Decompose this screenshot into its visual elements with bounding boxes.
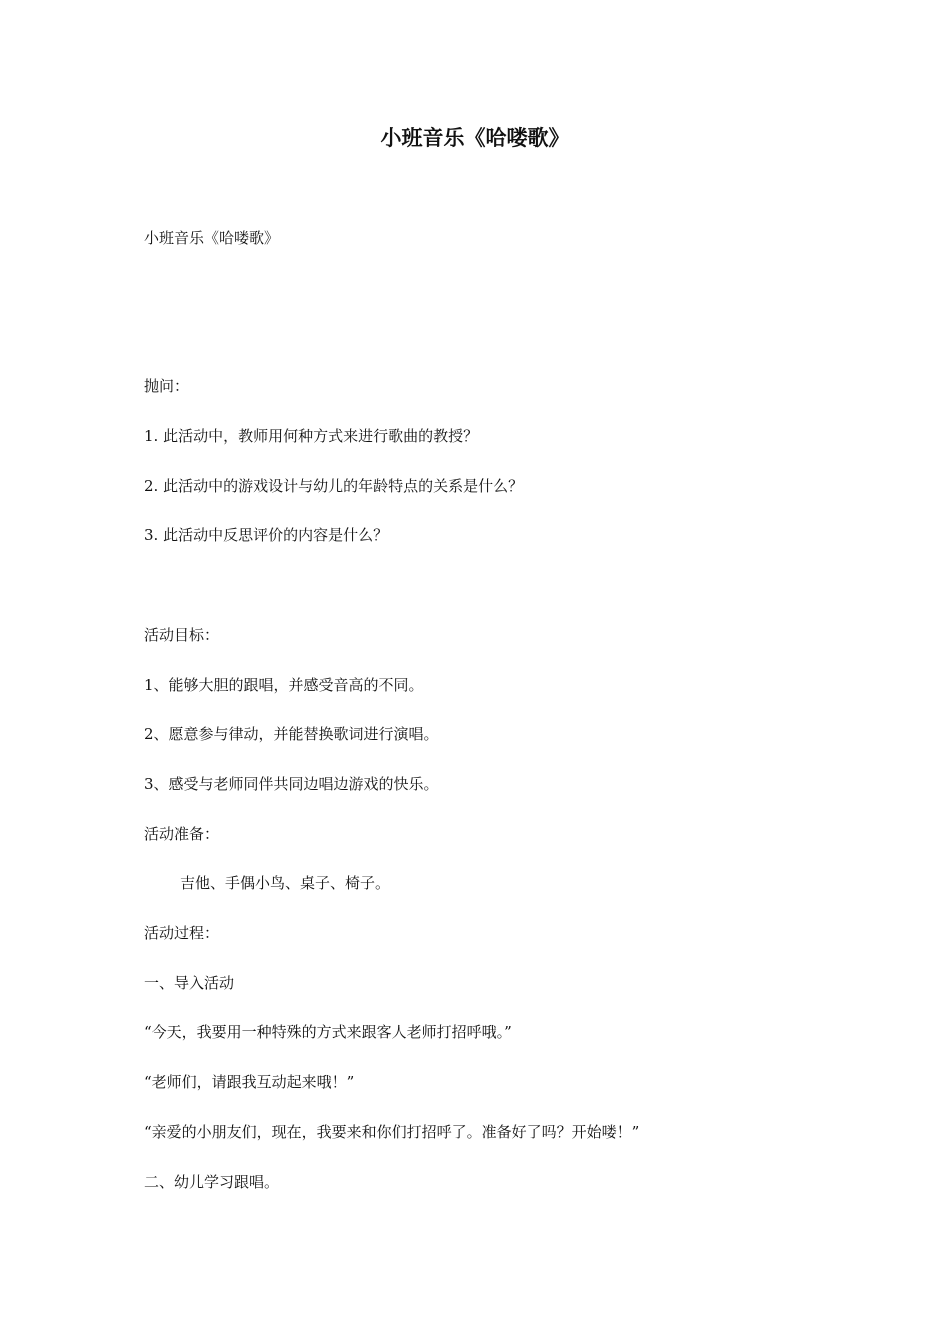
prep-text: 吉他、手偶小鸟、桌子、椅子。 xyxy=(180,874,391,892)
process-item: 二、幼儿学习跟唱。 xyxy=(144,1173,280,1191)
questions-heading: 抛问： xyxy=(144,377,190,395)
document-subtitle: 小班音乐《哈喽歌》 xyxy=(144,229,280,247)
document-title: 小班音乐《哈喽歌》 xyxy=(380,125,570,150)
goal-item: 2、愿意参与律动，并能替换歌词进行演唱。 xyxy=(144,725,439,743)
question-item: 2. 此活动中的游戏设计与幼儿的年龄特点的关系是什么？ xyxy=(144,477,524,495)
process-item: 一、导入活动 xyxy=(144,974,235,992)
process-item: “亲爱的小朋友们，现在，我要来和你们打招呼了。准备好了吗？开始喽！” xyxy=(144,1123,640,1141)
goal-item: 1、能够大胆的跟唱，并感受音高的不同。 xyxy=(144,676,424,694)
question-item: 1. 此活动中，教师用何种方式来进行歌曲的教授？ xyxy=(144,427,479,445)
prep-heading: 活动准备： xyxy=(144,825,220,843)
process-item: “今天，我要用一种特殊的方式来跟客人老师打招呼哦。” xyxy=(144,1023,512,1041)
process-item: “老师们，请跟我互动起来哦！” xyxy=(144,1073,355,1091)
process-heading: 活动过程： xyxy=(144,924,220,942)
question-item: 3. 此活动中反思评价的内容是什么？ xyxy=(144,526,389,544)
goals-heading: 活动目标： xyxy=(144,626,220,644)
goal-item: 3、感受与老师同伴共同边唱边游戏的快乐。 xyxy=(144,775,439,793)
